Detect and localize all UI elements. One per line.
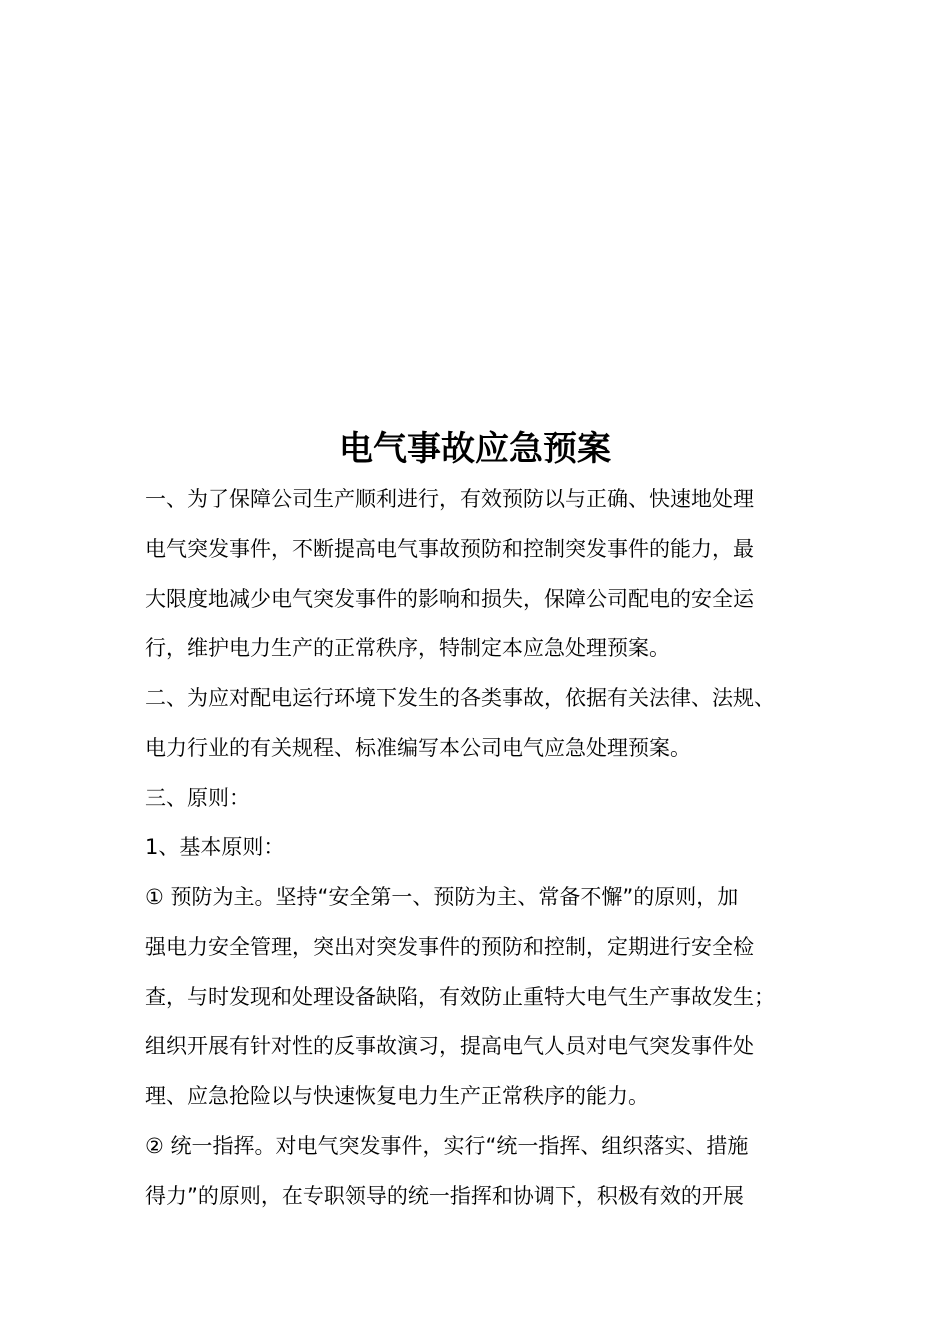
paragraph-line: 二、为应对配电运行环境下发生的各类事故，依据有关法律、法规、 [145,686,775,710]
paragraph-line: 强电力安全管理，突出对突发事件的预防和控制，定期进行安全检 [145,935,754,959]
paragraph-line: 组织开展有针对性的反事故演习，提高电气人员对电气突发事件处 [145,1034,754,1058]
paragraph-line: 电力行业的有关规程、标准编写本公司电气应急处理预案。 [145,736,691,760]
subsection-heading: 1、基本原则： [145,835,285,859]
paragraph-line: 查，与时发现和处理设备缺陷，有效防止重特大电气生产事故发生； [145,985,775,1009]
document-title: 电气事故应急预案 [339,429,611,469]
section-heading: 三、原则： [145,786,250,810]
paragraph-line: 电气突发事件，不断提高电气事故预防和控制突发事件的能力，最 [145,537,754,561]
paragraph-line: 行，维护电力生产的正常秩序，特制定本应急处理预案。 [145,636,670,660]
paragraph-line: ① 预防为主。坚持“安全第一、预防为主、常备不懈”的原则，加 [145,885,739,909]
paragraph-line: 理、应急抢险以与快速恢复电力生产正常秩序的能力。 [145,1084,649,1108]
paragraph-line: ② 统一指挥。对电气突发事件，实行“统一指挥、组织落实、措施 [145,1134,749,1158]
paragraph-line: 大限度地减少电气突发事件的影响和损失，保障公司配电的安全运 [145,587,754,611]
paragraph-line: 一、为了保障公司生产顺利进行，有效预防以与正确、快速地处理 [145,487,754,511]
paragraph-line: 得力”的原则，在专职领导的统一指挥和协调下，积极有效的开展 [145,1184,744,1208]
